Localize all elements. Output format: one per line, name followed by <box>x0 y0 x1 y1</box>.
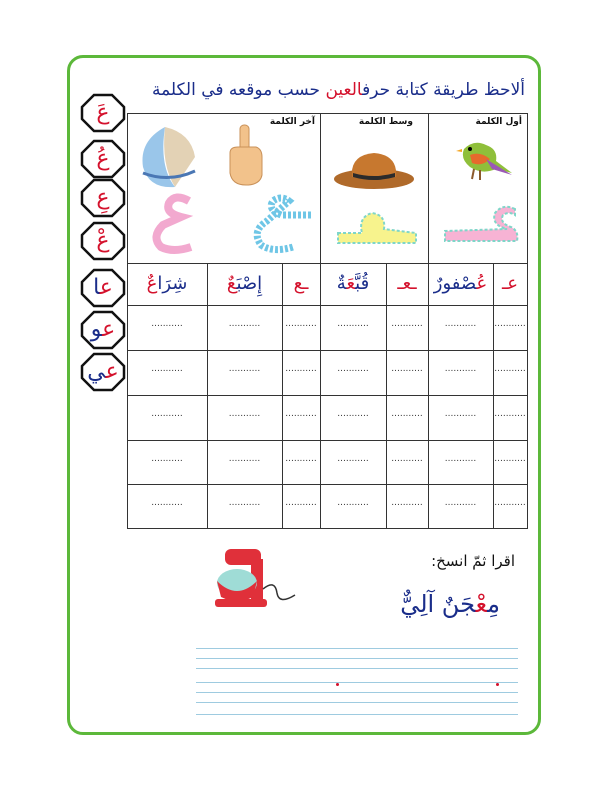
dotted-write-cell[interactable]: ........... <box>391 409 423 419</box>
dotted-write-cell[interactable]: ........... <box>494 409 526 419</box>
dotted-write-cell[interactable]: ........... <box>228 364 261 374</box>
word-end-form: ـع <box>293 273 309 294</box>
finger-icon <box>222 123 268 189</box>
dotted-write-cell[interactable]: ........... <box>151 319 183 329</box>
dotted-write-cell[interactable]: ........... <box>337 364 369 374</box>
side-letter-7: عي <box>80 352 126 392</box>
side-letter-4: عْ <box>80 221 126 261</box>
dotted-write-cell[interactable]: ........... <box>151 409 183 419</box>
copy-phrase: مِعْجَنٌ آلِيٌّ <box>400 590 500 618</box>
dotted-write-cell[interactable]: ........... <box>228 498 261 508</box>
word-sail: شِرَاعٌ <box>146 273 188 294</box>
dotted-write-cell[interactable]: ........... <box>337 454 369 464</box>
bird-icon <box>452 135 516 185</box>
hat-icon <box>332 145 416 191</box>
sail-icon <box>135 121 203 195</box>
writing-lines[interactable] <box>196 648 518 718</box>
guide-dot <box>496 683 499 686</box>
dotted-write-cell[interactable]: ........... <box>285 498 317 508</box>
word-finger: إِصْبَعٌ <box>226 273 263 294</box>
dotted-write-cell[interactable]: ........... <box>444 409 477 419</box>
word-start-form: عـ <box>501 273 518 294</box>
page-title: ألاحظ طريقة كتابة حرفالعين حسب موقعه في الكلمة <box>151 80 525 100</box>
mixer-icon <box>205 545 300 615</box>
letter-start-shape <box>437 201 523 251</box>
dotted-write-cell[interactable]: ........... <box>228 409 261 419</box>
dotted-write-cell[interactable]: ........... <box>285 364 317 374</box>
dotted-write-cell[interactable]: ........... <box>494 319 526 329</box>
dotted-write-cell[interactable]: ........... <box>337 498 369 508</box>
word-middle-form: ـعـ <box>397 273 417 294</box>
word-hat: قُبَّعَةٌ <box>336 273 370 294</box>
letter-isolated-shape <box>145 191 201 257</box>
letter-end-shape <box>237 191 317 257</box>
side-letter-5: عا <box>80 268 126 308</box>
dotted-write-cell[interactable]: ........... <box>391 454 423 464</box>
dotted-write-cell[interactable]: ........... <box>151 364 183 374</box>
dotted-write-cell[interactable]: ........... <box>444 319 477 329</box>
guide-dot <box>336 683 339 686</box>
dotted-write-cell[interactable]: ........... <box>228 319 261 329</box>
header-start: أول الكلمة <box>475 117 522 127</box>
dotted-write-cell[interactable]: ........... <box>337 409 369 419</box>
dotted-write-cell[interactable]: ........... <box>391 364 423 374</box>
dotted-write-cell[interactable]: ........... <box>151 498 183 508</box>
dotted-write-cell[interactable]: ........... <box>285 319 317 329</box>
letter-table <box>127 113 528 529</box>
dotted-write-cell[interactable]: ........... <box>285 409 317 419</box>
dotted-write-cell[interactable]: ........... <box>337 319 369 329</box>
dotted-write-cell[interactable]: ........... <box>285 454 317 464</box>
side-letter-6: عو <box>80 310 126 350</box>
header-middle: وسط الكلمة <box>358 117 413 127</box>
dotted-write-cell[interactable]: ........... <box>391 498 423 508</box>
side-letter-3: عِ <box>80 178 126 218</box>
side-letter-1: عَ <box>80 93 126 133</box>
dotted-write-cell[interactable]: ........... <box>444 498 477 508</box>
dotted-write-cell[interactable]: ........... <box>494 454 526 464</box>
dotted-write-cell[interactable]: ........... <box>444 454 477 464</box>
letter-middle-shape <box>332 203 422 251</box>
dotted-write-cell[interactable]: ........... <box>494 498 526 508</box>
side-letter-2: عُ <box>80 139 126 179</box>
copy-instruction: اقرا ثمّ انسخ: <box>431 552 515 570</box>
dotted-write-cell[interactable]: ........... <box>151 454 183 464</box>
header-end: آخر الكلمة <box>269 117 315 127</box>
dotted-write-cell[interactable]: ........... <box>228 454 261 464</box>
dotted-write-cell[interactable]: ........... <box>494 364 526 374</box>
word-bird: عُصْفورٌ <box>433 273 488 294</box>
dotted-write-cell[interactable]: ........... <box>391 319 423 329</box>
dotted-write-cell[interactable]: ........... <box>444 364 477 374</box>
